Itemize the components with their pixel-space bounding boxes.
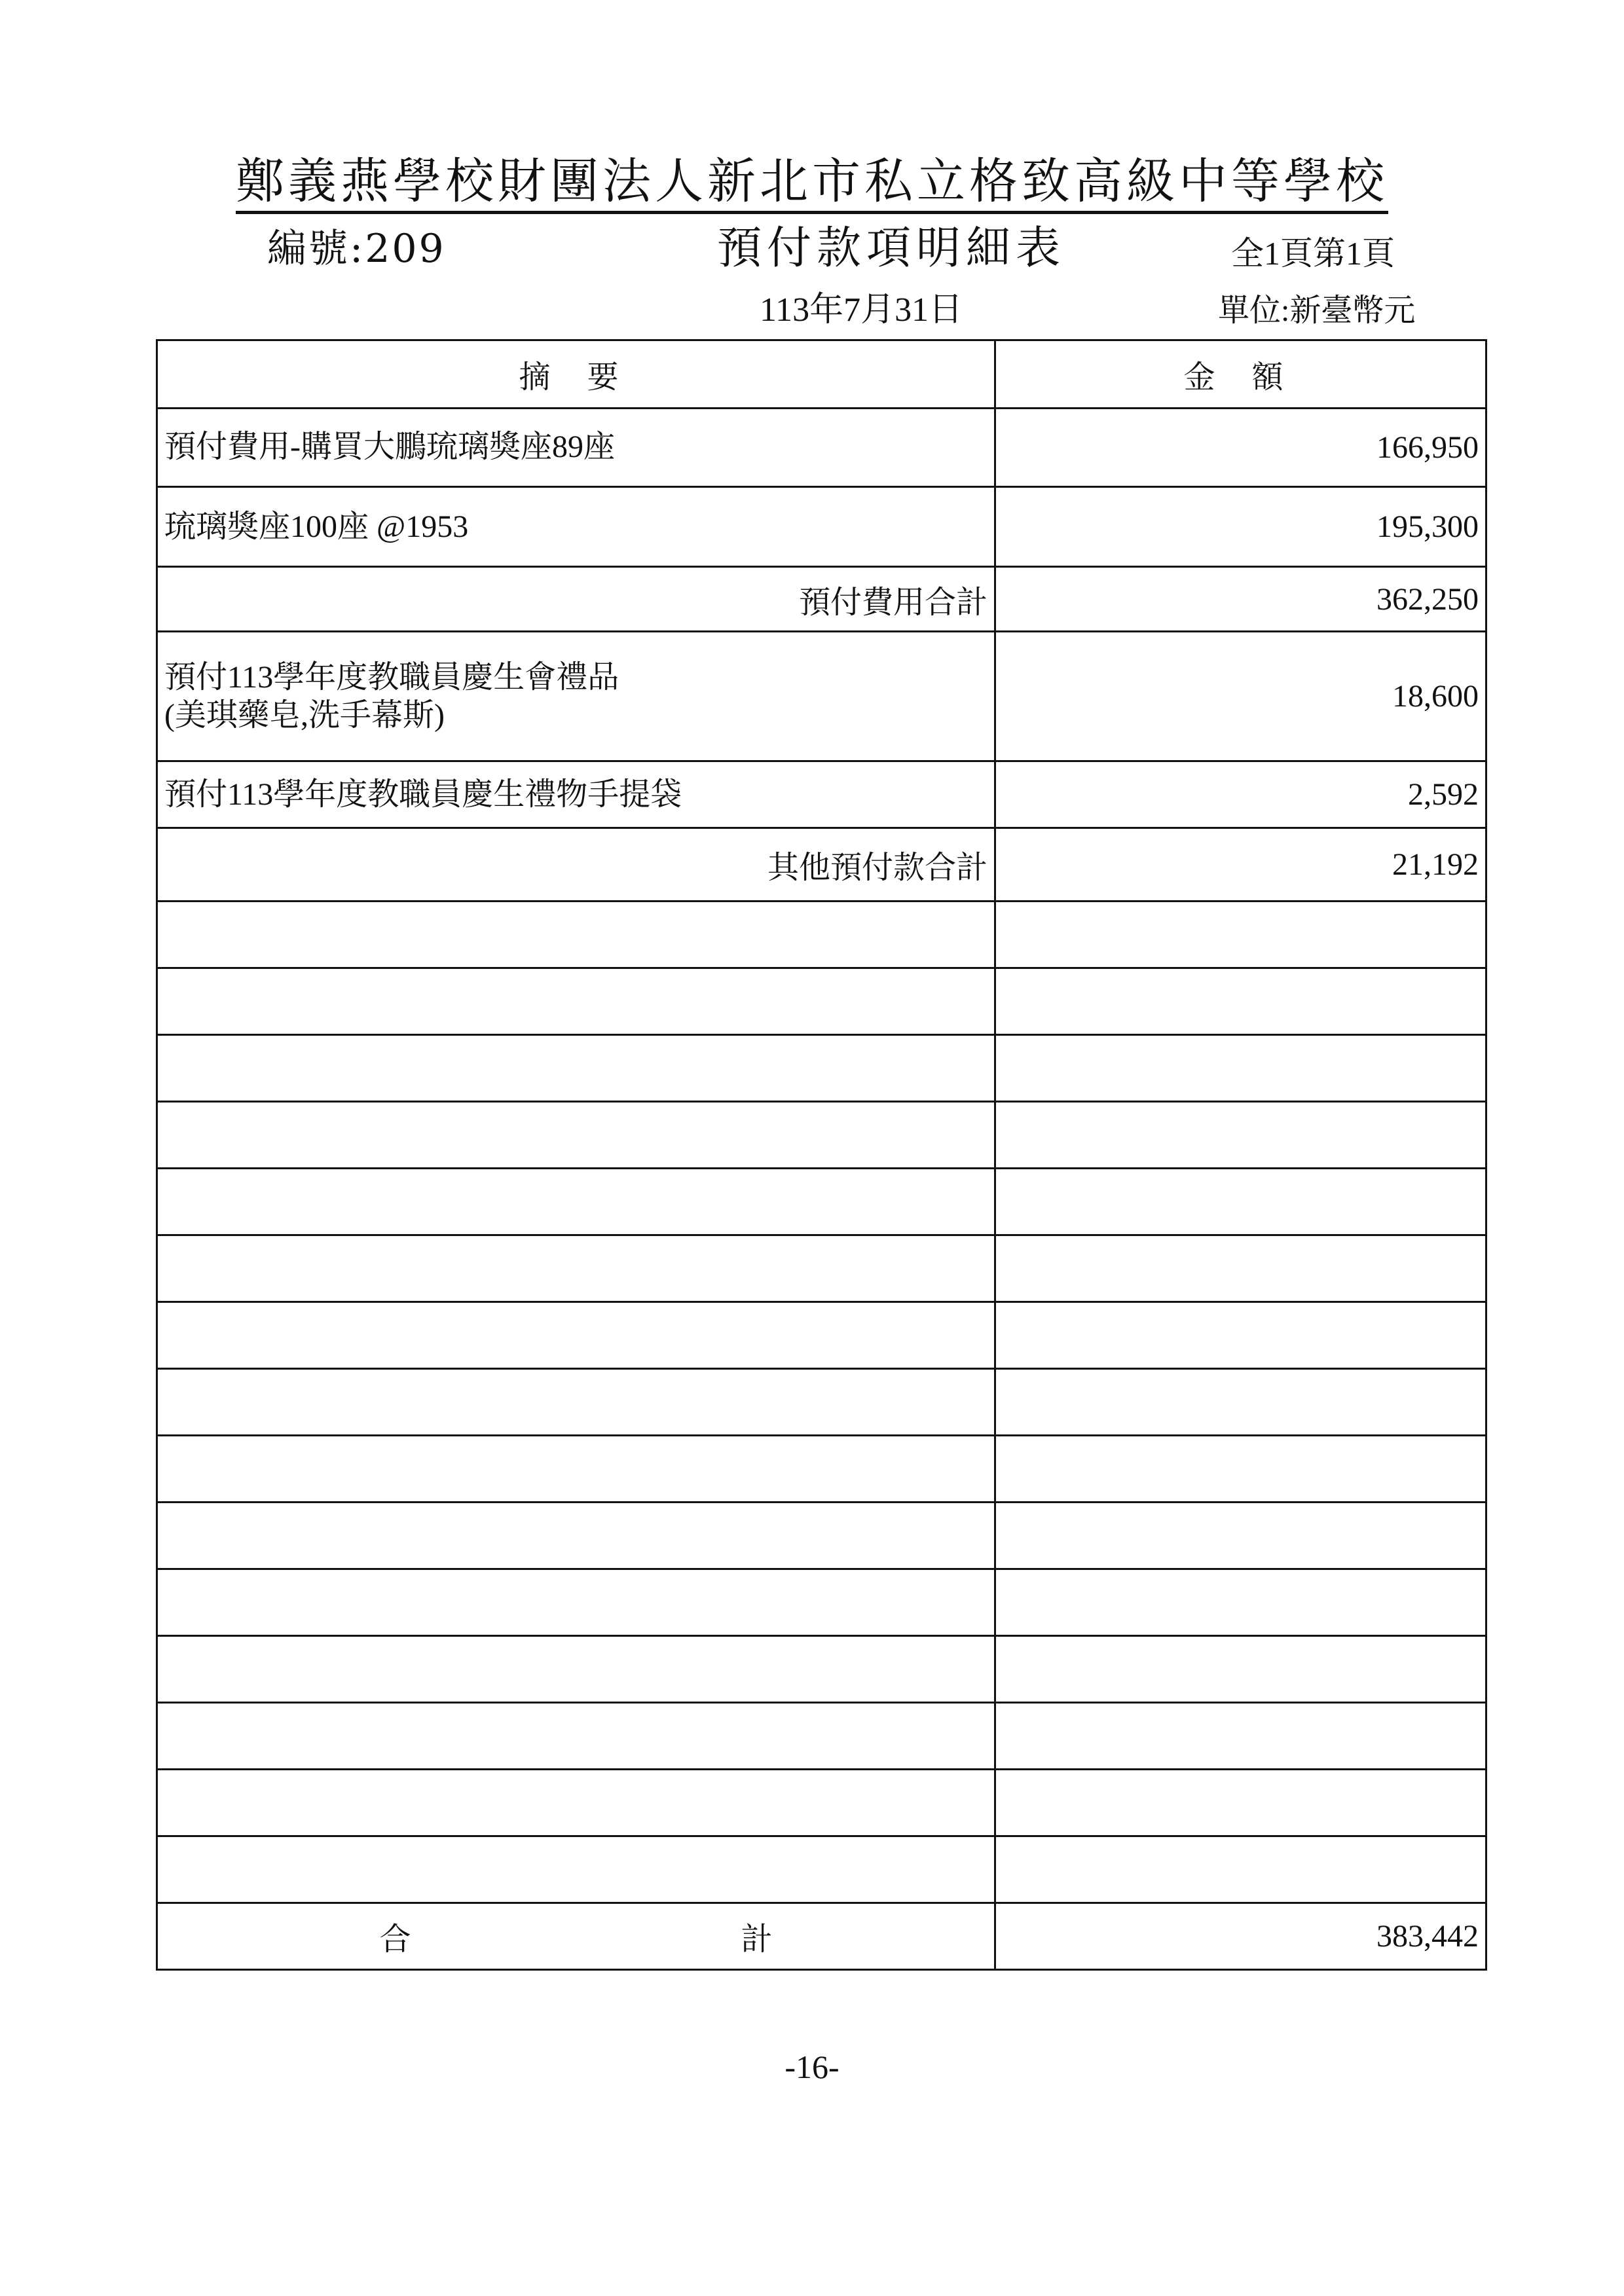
row-amount: 2,592 <box>995 761 1486 828</box>
document-title: 預付款項明細表 <box>717 223 1066 274</box>
empty-cell <box>157 1102 995 1169</box>
document-number: 編號:209 <box>267 226 446 272</box>
document-date: 113年7月31日 <box>760 291 963 329</box>
empty-cell <box>995 1102 1486 1169</box>
table-header-row <box>157 340 1486 409</box>
table-row <box>157 409 1486 487</box>
empty-cell <box>157 1836 995 1903</box>
empty-cell <box>157 1636 995 1703</box>
empty-cell <box>157 1369 995 1436</box>
empty-cell <box>995 1035 1486 1102</box>
total-label-ji: 計 <box>741 1922 773 1957</box>
empty-row <box>157 1836 1486 1903</box>
row-description <box>157 632 995 761</box>
organization-title-text: 鄭義燕學校財團法人新北市私立格致高級中等學校 <box>236 153 1388 214</box>
table-row <box>157 761 1486 828</box>
empty-cell <box>157 902 995 968</box>
empty-cell <box>995 1836 1486 1903</box>
empty-cell <box>995 1703 1486 1770</box>
empty-cell <box>157 1436 995 1503</box>
empty-cell <box>157 1035 995 1102</box>
currency-unit: 單位:新臺幣元 <box>1218 293 1416 328</box>
empty-cell <box>157 1235 995 1302</box>
total-row <box>157 1903 1486 1969</box>
organization-title <box>0 152 1624 211</box>
subtotal-amount: 21,192 <box>995 828 1486 902</box>
total-label-he: 合 <box>379 1922 411 1957</box>
empty-cell <box>995 902 1486 968</box>
empty-cell <box>157 1169 995 1235</box>
empty-row <box>157 1235 1486 1302</box>
empty-cell <box>157 1503 995 1569</box>
empty-cell <box>995 1235 1486 1302</box>
empty-cell <box>995 1169 1486 1235</box>
row-description: 琉璃獎座100座 @1953 <box>157 486 995 567</box>
column-header-amount: 金 額 <box>995 340 1486 409</box>
empty-cell <box>995 1636 1486 1703</box>
total-label <box>157 1903 995 1969</box>
subtotal-amount: 362,250 <box>995 567 1486 632</box>
empty-cell <box>995 1569 1486 1636</box>
subtotal-label: 預付費用合計 <box>157 567 995 632</box>
empty-cell <box>995 1369 1486 1436</box>
row-description: 預付費用-購買大鵬琉璃獎座89座 <box>157 409 995 487</box>
row-amount: 18,600 <box>995 632 1486 761</box>
empty-cell <box>157 1769 995 1836</box>
empty-row <box>157 1769 1486 1836</box>
table-row <box>157 486 1486 567</box>
row-description-line2: (美琪藥皂,洗手幕斯) <box>164 697 445 733</box>
empty-cell <box>157 1569 995 1636</box>
empty-cell <box>157 968 995 1035</box>
row-amount: 166,950 <box>995 409 1486 487</box>
empty-row <box>157 902 1486 968</box>
subtotal-row <box>157 828 1486 902</box>
total-amount: 383,442 <box>995 1903 1486 1969</box>
empty-cell <box>157 1703 995 1770</box>
table-row <box>157 632 1486 761</box>
empty-row <box>157 1436 1486 1503</box>
empty-row <box>157 1703 1486 1770</box>
empty-row <box>157 1503 1486 1569</box>
page-info: 全1頁第1頁 <box>1231 235 1395 272</box>
subtotal-label: 其他預付款合計 <box>157 828 995 902</box>
empty-row <box>157 1369 1486 1436</box>
empty-cell <box>995 1436 1486 1503</box>
empty-row <box>157 968 1486 1035</box>
empty-cell <box>995 1769 1486 1836</box>
empty-row <box>157 1569 1486 1636</box>
empty-cell <box>157 1302 995 1369</box>
row-description-line1: 預付113學年度教職員慶生會禮品 <box>164 659 619 695</box>
subtotal-row <box>157 567 1486 632</box>
empty-row <box>157 1035 1486 1102</box>
empty-row <box>157 1636 1486 1703</box>
empty-cell <box>995 1302 1486 1369</box>
empty-row <box>157 1302 1486 1369</box>
column-header-description: 摘 要 <box>157 340 995 409</box>
empty-row <box>157 1102 1486 1169</box>
empty-cell <box>995 1503 1486 1569</box>
empty-cell <box>995 968 1486 1035</box>
page-number: -16- <box>784 2049 840 2085</box>
row-description: 預付113學年度教職員慶生禮物手提袋 <box>157 761 995 828</box>
row-amount: 195,300 <box>995 486 1486 567</box>
empty-row <box>157 1169 1486 1235</box>
prepayment-table <box>156 339 1487 1971</box>
